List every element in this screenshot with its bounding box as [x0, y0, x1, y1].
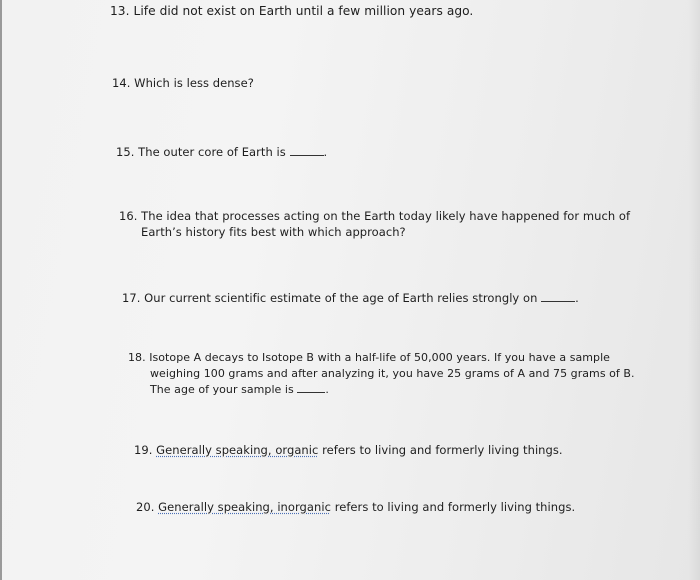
question-14: 14. Which is less dense?	[112, 76, 254, 90]
question-17: 17. Our current scientific estimate of the age of Earth relies strongly on .	[122, 291, 579, 305]
answer-blank[interactable]	[541, 291, 575, 302]
flagged-phrase: Generally speaking, inorganic	[158, 500, 331, 514]
page-edge-shadow	[688, 0, 700, 580]
answer-blank[interactable]	[290, 145, 324, 156]
answer-blank[interactable]	[297, 382, 325, 393]
question-19: 19. Generally speaking, organic refers to living and formerly living things.	[134, 443, 563, 457]
question-20: 20. Generally speaking, inorganic refers to living and formerly living things.	[136, 500, 576, 514]
flagged-phrase: Generally speaking, organic	[156, 443, 319, 457]
question-18: 18. Isotope A decays to Isotope B with a half-life of 50,000 years. If you have a sample weighing 100 grams and after analyzing it, you have 25 grams of A and 75 grams of B. The age of your sample is .	[128, 351, 635, 396]
question-15: 15. The outer core of Earth is .	[116, 145, 328, 159]
question-13: 13. Life did not exist on Earth until a few million years ago.	[110, 4, 474, 18]
question-16: 16. The idea that processes acting on the Earth today likely have happened for much of Earth’s history fits best with which approach?	[119, 209, 631, 239]
